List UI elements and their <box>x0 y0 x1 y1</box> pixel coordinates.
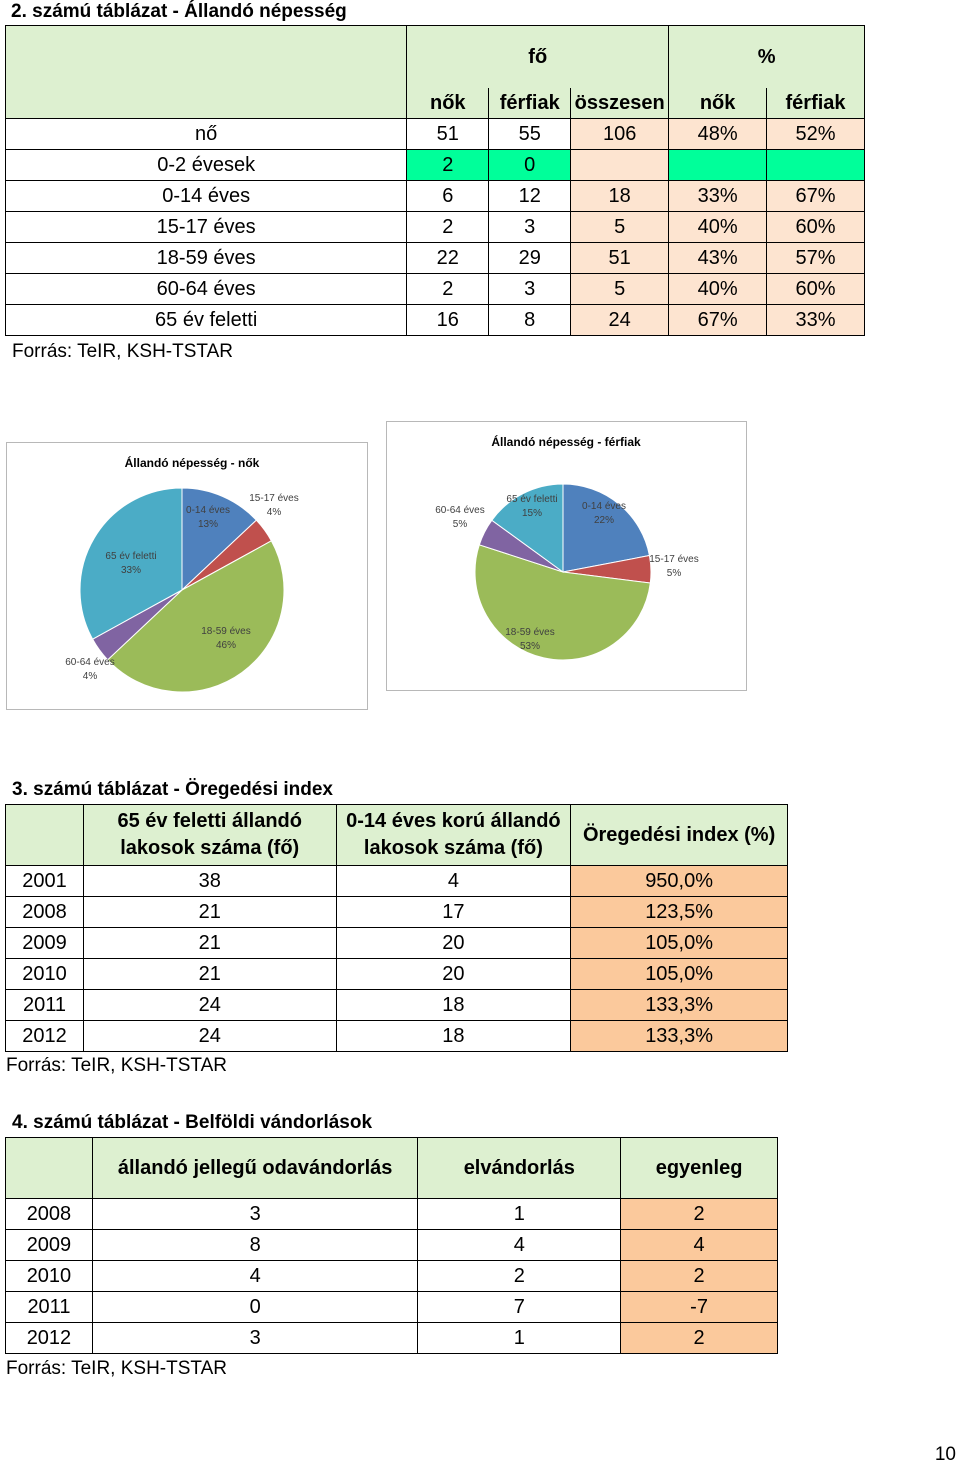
year-cell: 2010 <box>6 959 84 990</box>
table-cell <box>571 150 669 181</box>
table-row <box>6 1021 788 1052</box>
chart-title: Állandó népesség - férfiak <box>491 435 641 449</box>
table-cell: 18 <box>336 990 571 1021</box>
table-cell: 18 <box>336 1021 571 1052</box>
table3-header <box>6 805 788 866</box>
table-cell: 2 <box>621 1199 778 1230</box>
table-cell: 5 <box>571 212 669 243</box>
year-cell: 2008 <box>6 897 84 928</box>
table-cell: 4 <box>418 1230 621 1261</box>
table-cell: 133,3% <box>571 1021 788 1052</box>
table4-corner <box>6 1138 93 1199</box>
pie-data-label: 65 év feletti 15% <box>506 494 558 519</box>
year-cell: 2011 <box>6 990 84 1021</box>
row-label: 15-17 éves <box>6 212 407 243</box>
table-cell: -7 <box>621 1292 778 1323</box>
table3-caption: 3. számú táblázat - Öregedési index <box>12 779 333 800</box>
table-cell: 21 <box>83 897 336 928</box>
table-cell: 60% <box>767 212 865 243</box>
row-label: nő <box>6 119 407 150</box>
table2-col-header-cell: nők <box>669 88 767 119</box>
table-cell: 51 <box>407 119 489 150</box>
table-row <box>6 181 865 212</box>
table-cell: 21 <box>83 959 336 990</box>
header-line: lakosok száma (fő) <box>363 837 543 859</box>
table-cell: 3 <box>92 1323 418 1354</box>
table4-header-cell: állandó jellegű odavándorlás <box>92 1138 418 1199</box>
table-cell: 2 <box>407 274 489 305</box>
table4 <box>5 1137 778 1354</box>
table-row <box>6 274 865 305</box>
table-cell: 43% <box>669 243 767 274</box>
pie-chart-men <box>387 422 746 690</box>
table2-group-fo: fő <box>407 26 669 89</box>
pie-chart-men-box <box>386 421 747 691</box>
table-cell: 133,3% <box>571 990 788 1021</box>
pie-data-label: 65 év feletti 33% <box>105 551 157 576</box>
year-cell: 2009 <box>6 1230 93 1261</box>
year-cell: 2012 <box>6 1021 84 1052</box>
table2-col-header-cell: férfiak <box>767 88 865 119</box>
table-cell: 2 <box>407 150 489 181</box>
table3-header-cell: Öregedési index (%) <box>571 805 788 866</box>
page-number: 10 <box>934 1444 956 1465</box>
year-cell: 2001 <box>6 866 84 897</box>
table-row <box>6 243 865 274</box>
pie-data-label: 0-14 éves 13% <box>186 505 230 530</box>
pie-chart-women-box <box>6 442 368 710</box>
table4-header-cell: egyenleg <box>621 1138 778 1199</box>
year-cell: 2010 <box>6 1261 93 1292</box>
table-row <box>6 212 865 243</box>
header-line: 65 év feletti állandó <box>117 810 302 832</box>
pie-chart-women <box>7 443 367 709</box>
table-cell: 24 <box>571 305 669 336</box>
table-cell: 40% <box>669 274 767 305</box>
table-cell: 7 <box>418 1292 621 1323</box>
table-cell: 52% <box>767 119 865 150</box>
header-line: lakosok száma (fő) <box>120 837 300 859</box>
table4-header-cell: elvándorlás <box>418 1138 621 1199</box>
table4-source: Forrás: TeIR, KSH-TSTAR <box>6 1358 227 1379</box>
table-cell: 67% <box>669 305 767 336</box>
pie-data-label: 60-64 éves 5% <box>435 505 485 530</box>
table-cell: 3 <box>489 274 571 305</box>
table-cell: 1 <box>418 1323 621 1354</box>
table3-header-cell <box>336 805 571 866</box>
table-cell <box>767 150 865 181</box>
table-cell: 20 <box>336 959 571 990</box>
table-cell: 2 <box>407 212 489 243</box>
table2 <box>5 25 865 336</box>
table2-col-header-cell: összesen <box>571 88 669 119</box>
table-cell: 22 <box>407 243 489 274</box>
table2-col-header-cell: nők <box>407 88 489 119</box>
year-cell: 2009 <box>6 928 84 959</box>
table-cell: 0 <box>489 150 571 181</box>
pie-data-label: 15-17 éves 4% <box>249 493 299 518</box>
table-cell: 1 <box>418 1199 621 1230</box>
table-cell: 24 <box>83 990 336 1021</box>
row-label: 0-2 évesek <box>6 150 407 181</box>
table-cell: 950,0% <box>571 866 788 897</box>
table-cell: 4 <box>621 1230 778 1261</box>
table-cell: 105,0% <box>571 959 788 990</box>
table-cell: 17 <box>336 897 571 928</box>
table-cell: 5 <box>571 274 669 305</box>
table-cell: 2 <box>621 1323 778 1354</box>
table2-caption: 2. számú táblázat - Állandó népesség <box>11 1 347 22</box>
table-cell: 8 <box>92 1230 418 1261</box>
table-cell: 8 <box>489 305 571 336</box>
table-cell: 6 <box>407 181 489 212</box>
table-row <box>6 1230 778 1261</box>
table-cell: 24 <box>83 1021 336 1052</box>
year-cell: 2011 <box>6 1292 93 1323</box>
table4-caption: 4. számú táblázat - Belföldi vándorlások <box>12 1112 373 1133</box>
table2-source: Forrás: TeIR, KSH-TSTAR <box>12 341 233 362</box>
table-cell: 3 <box>489 212 571 243</box>
table-cell: 67% <box>767 181 865 212</box>
table-cell: 48% <box>669 119 767 150</box>
chart-title: Állandó népesség - nők <box>124 456 260 470</box>
table-cell: 0 <box>92 1292 418 1323</box>
table-row <box>6 1292 778 1323</box>
table-row <box>6 897 788 928</box>
table-cell: 2 <box>621 1261 778 1292</box>
table2-group-header <box>6 26 865 89</box>
table-cell: 3 <box>92 1199 418 1230</box>
table-cell: 16 <box>407 305 489 336</box>
year-cell: 2008 <box>6 1199 93 1230</box>
table-cell: 21 <box>83 928 336 959</box>
table-cell: 38 <box>83 866 336 897</box>
pie-data-label: 15-17 éves 5% <box>649 554 699 579</box>
table-cell: 123,5% <box>571 897 788 928</box>
table-cell: 2 <box>418 1261 621 1292</box>
row-label: 60-64 éves <box>6 274 407 305</box>
table2-corner <box>6 26 407 119</box>
table-row <box>6 959 788 990</box>
table2-col-header-cell: férfiak <box>489 88 571 119</box>
table-cell: 33% <box>767 305 865 336</box>
table-row <box>6 928 788 959</box>
table-row <box>6 1261 778 1292</box>
table-row <box>6 1199 778 1230</box>
row-label: 18-59 éves <box>6 243 407 274</box>
table-row <box>6 305 865 336</box>
table-cell: 57% <box>767 243 865 274</box>
table-cell: 55 <box>489 119 571 150</box>
table-cell: 105,0% <box>571 928 788 959</box>
table2-group-pct: % <box>669 26 865 89</box>
pie-data-label: 18-59 éves 53% <box>505 627 555 652</box>
table3-source: Forrás: TeIR, KSH-TSTAR <box>6 1055 227 1076</box>
year-cell: 2012 <box>6 1323 93 1354</box>
row-label: 0-14 éves <box>6 181 407 212</box>
table-cell: 20 <box>336 928 571 959</box>
table-cell: 4 <box>92 1261 418 1292</box>
table-cell: 29 <box>489 243 571 274</box>
header-line: 0-14 éves korú állandó <box>346 810 561 832</box>
table3 <box>5 804 788 1052</box>
table-cell: 4 <box>336 866 571 897</box>
table-row <box>6 119 865 150</box>
table4-header <box>6 1138 778 1199</box>
table-cell: 106 <box>571 119 669 150</box>
table-cell: 51 <box>571 243 669 274</box>
table-row <box>6 866 788 897</box>
table3-corner <box>6 805 84 866</box>
table-row <box>6 1323 778 1354</box>
pie-data-label: 18-59 éves 46% <box>201 626 251 651</box>
table-cell: 60% <box>767 274 865 305</box>
table-cell: 18 <box>571 181 669 212</box>
table-cell: 33% <box>669 181 767 212</box>
table-cell: 40% <box>669 212 767 243</box>
pie-data-label: 0-14 éves 22% <box>582 501 626 526</box>
table3-header-cell <box>83 805 336 866</box>
table-cell <box>669 150 767 181</box>
table-cell: 12 <box>489 181 571 212</box>
row-label: 65 év feletti <box>6 305 407 336</box>
table-row <box>6 150 865 181</box>
pie-data-label: 60-64 éves 4% <box>65 657 115 682</box>
table-row <box>6 990 788 1021</box>
